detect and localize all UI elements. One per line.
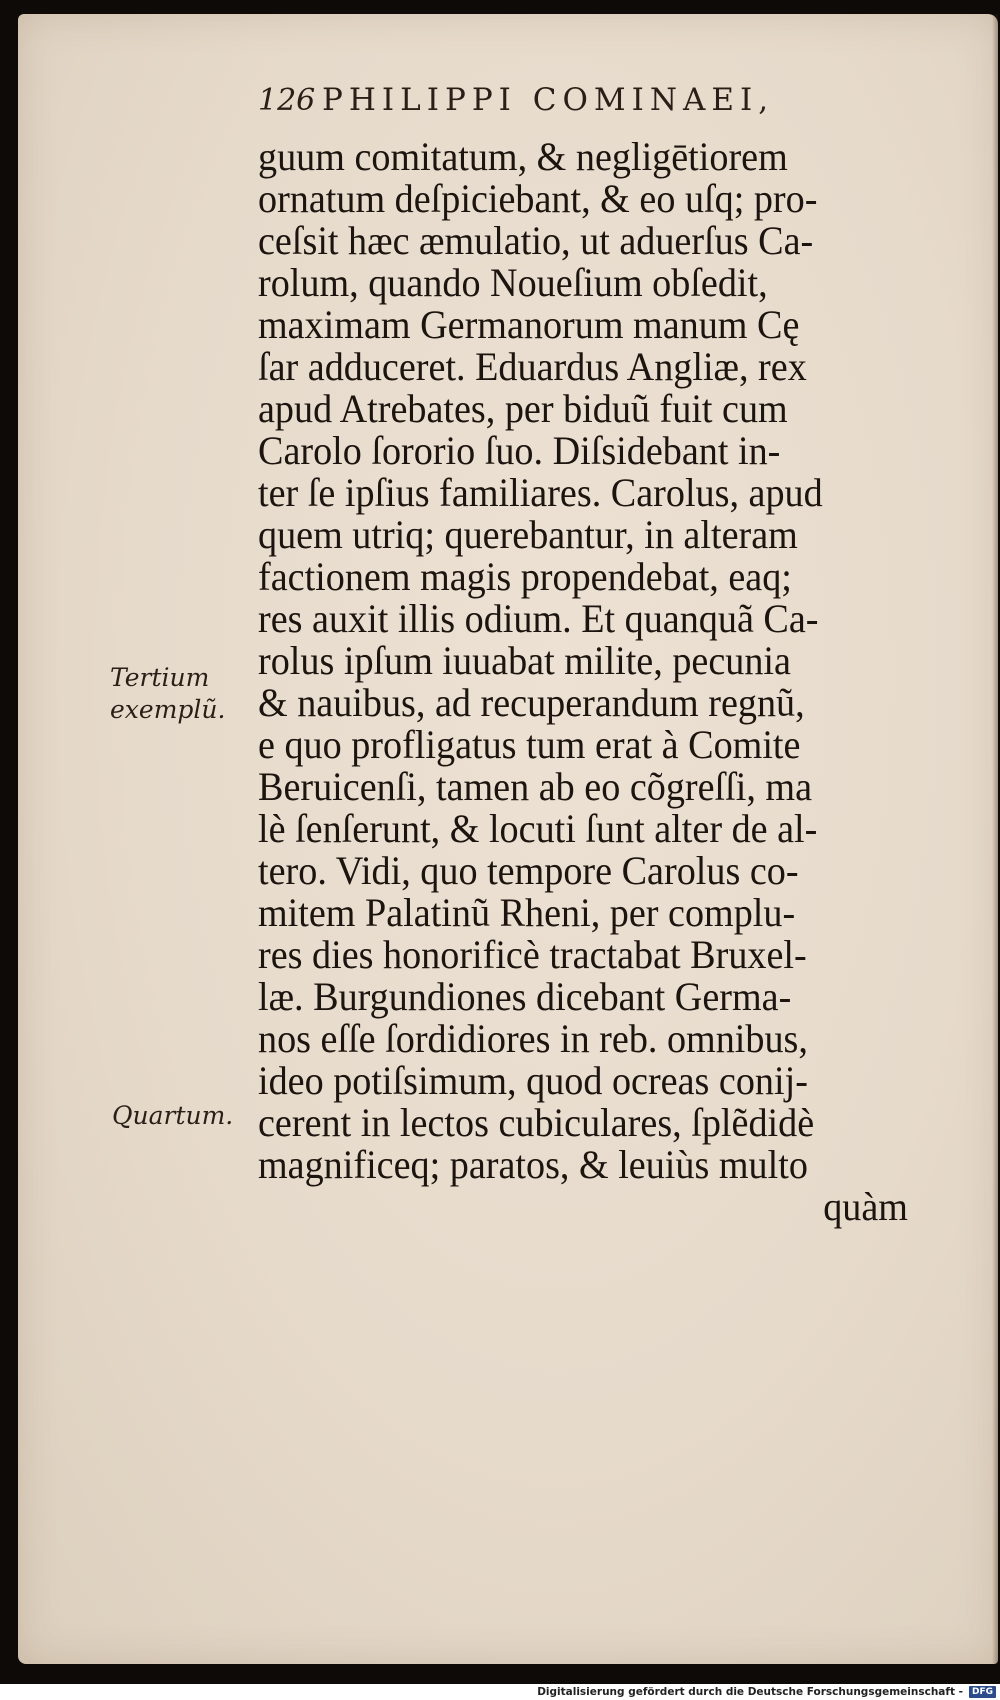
text-line: ideo potiſsimum, quod ocreas conij- <box>258 1058 808 1103</box>
page-number: 126 <box>258 83 316 118</box>
text-line: guum comitatum, & negligētiorem <box>258 134 788 179</box>
text-line: cerent in lectos cubiculares, ſplẽdidè <box>258 1100 815 1145</box>
text-line: res dies honorificè tractabat Bruxel- <box>258 932 807 977</box>
text-line: e quo profligatus tum erat à Comite <box>258 722 801 767</box>
text-line: lè ſenſerunt, & locuti ſunt alter de al- <box>258 806 818 851</box>
text-line: rolus ipſum iuuabat milite, pecunia <box>258 638 791 683</box>
text-line: tero. Vidi, quo tempore Carolus co- <box>258 848 799 893</box>
catchword: quàm <box>823 1184 908 1229</box>
text-line: factionem magis propendebat, eaq; <box>258 554 792 599</box>
text-line: nos eſſe ſordidiores in reb. omnibus, <box>258 1016 808 1061</box>
text-line: res auxit illis odium. Et quanquã Ca- <box>258 596 819 641</box>
running-head <box>258 82 898 126</box>
text-line: mitem Palatinũ Rheni, per complu- <box>258 890 796 935</box>
digitization-footer <box>0 1684 1000 1700</box>
footer-credit: Digitalisierung gefördert durch die Deutsche Forschungsgemeinschaft - <box>537 1686 963 1698</box>
text-line: Beruicenſi, tamen ab eo cõgreſſi, ma <box>258 764 813 809</box>
marginal-note-line: Tertium <box>110 663 210 692</box>
text-line: magnificeq; paratos, & leuiùs multo <box>258 1142 808 1187</box>
text-line: ter ſe ipſius familiares. Carolus, apud <box>258 470 823 515</box>
dfg-logo: DFG <box>969 1686 996 1698</box>
text-line: quem utriq; querebantur, in alteram <box>258 512 798 557</box>
text-line: apud Atrebates, per biduũ fuit cum <box>258 386 788 431</box>
marginal-note-tertium <box>110 662 225 726</box>
marginal-note-line: exemplũ. <box>110 695 226 724</box>
text-line: læ. Burgundiones dicebant Germa- <box>258 974 792 1019</box>
marginal-note-quartum: Quartum. <box>112 1101 234 1130</box>
body-text <box>258 136 948 1436</box>
text-line: ornatum deſpiciebant, & eo uſq; pro- <box>258 176 818 221</box>
page-edge <box>992 14 998 1664</box>
text-line: rolum, quando Noueſium obſedit, <box>258 260 768 305</box>
text-line: maximam Germanorum manum Cę <box>258 302 800 347</box>
text-line: ſar adduceret. Eduardus Angliæ, rex <box>258 344 807 389</box>
text-line: & nauibus, ad recuperandum regnũ, <box>258 680 805 725</box>
running-title: PHILIPPI COMINAEI, <box>322 82 775 118</box>
text-line: ceſsit hæc æmulatio, ut aduerſus Ca- <box>258 218 814 263</box>
text-line: Carolo ſororio ſuo. Diſsidebant in- <box>258 428 781 473</box>
